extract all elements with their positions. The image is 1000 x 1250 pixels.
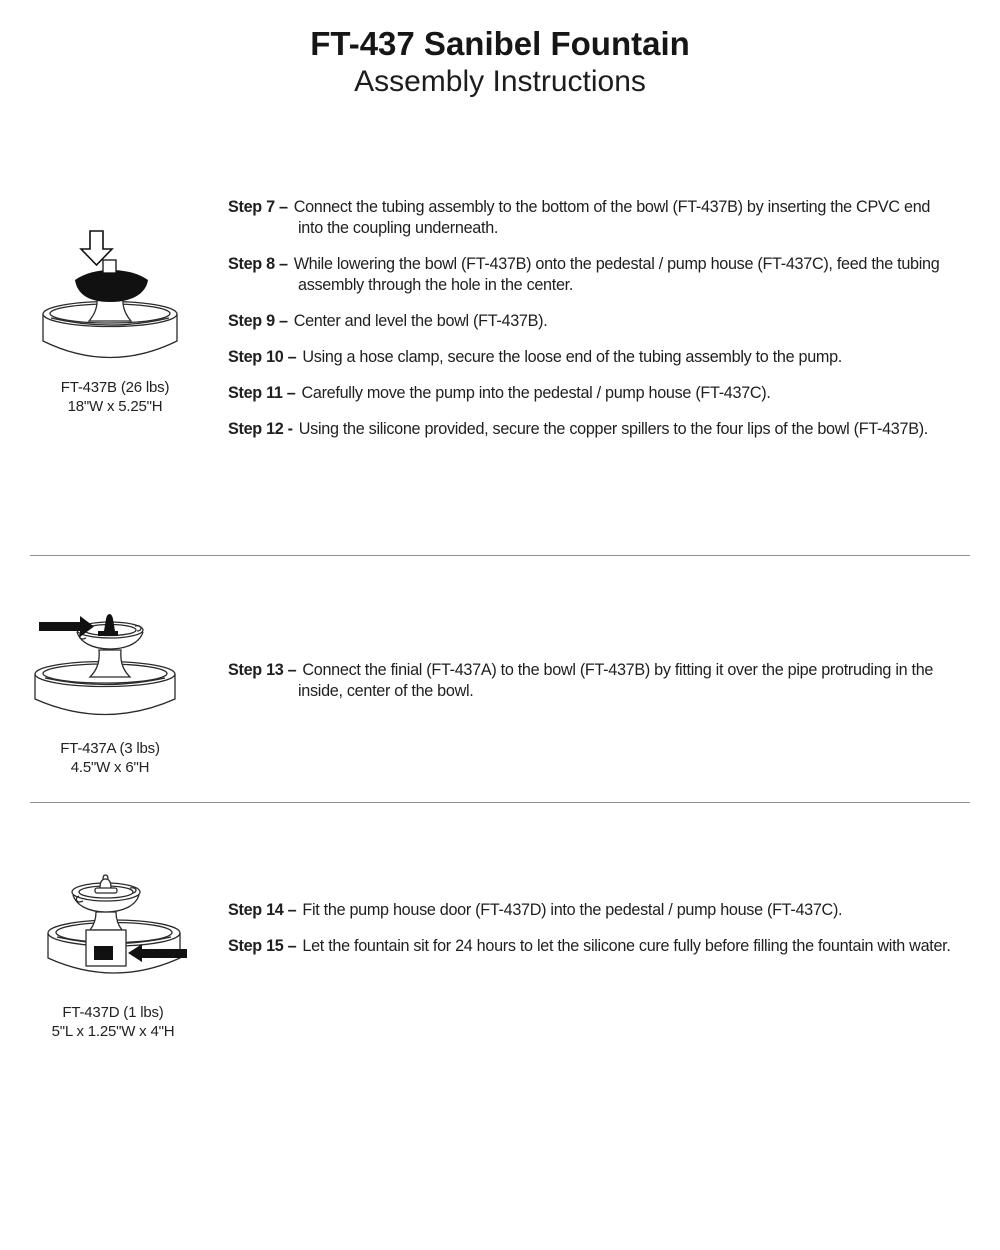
figure-label [25,739,195,777]
step-text: Let the fountain sit for 24 hours to let the silicone cure fully before filling the fountain with water. [302,937,951,955]
step-text: While lowering the bowl (FT-437B) onto the pedestal / pump house (FT-437C), feed the tubing assembly through the hole in the center. [293,255,940,294]
step-item [228,900,956,921]
step-text: Fit the pump house door (FT-437D) into the pedestal / pump house (FT-437C). [302,901,843,919]
fountain-door-diagram [35,866,191,990]
step-text: Connect the tubing assembly to the bottom of the bowl (FT-437B) by inserting the CPVC end into the coupling underneath. [293,198,931,237]
figure-label [30,378,200,416]
step-item [228,660,956,702]
page-title: FT-437 Sanibel Fountain [310,25,690,62]
step-label: Step 9 – [228,312,288,330]
figure-dimensions: 4.5"W x 6"H [70,759,150,776]
figure-pump-house-door [35,866,191,1041]
step-label: Step 7 – [228,198,288,216]
step-text: Carefully move the pump into the pedestal / pump house (FT-437C). [301,384,771,402]
step-item [228,383,956,404]
page-subtitle: Assembly Instructions [354,65,646,98]
step-label: Step 14 – [228,901,297,919]
steps-list-1 [228,197,956,455]
figure-part-number: FT-437A (3 lbs) [60,740,160,757]
figure-dimensions: 5"L x 1.25"W x 4"H [51,1023,175,1040]
figure-bowl [30,228,200,416]
step-item [228,936,956,957]
step-label: Step 11 – [228,384,296,402]
figure-label [35,1003,191,1041]
header [0,24,1000,100]
step-text: Connect the finial (FT-437A) to the bowl (FT-437B) by fitting it over the pipe protruding in the inside, center of the bowl. [298,661,934,700]
section-divider [30,555,970,556]
fountain-bowl-diagram [30,228,200,370]
step-text: Using the silicone provided, secure the copper spillers to the four lips of the bowl (FT-437B). [298,420,929,438]
figure-part-number: FT-437B (26 lbs) [60,379,170,396]
highlighted-bowl-shape [75,270,148,302]
steps-list-2 [228,660,956,717]
step-label: Step 13 – [228,661,297,679]
steps-list-3 [228,900,956,972]
step-item [228,311,956,332]
step-text: Using a hose clamp, secure the loose end of the tubing assembly to the pump. [302,348,842,366]
step-item [228,419,956,440]
section-divider [30,802,970,803]
step-item [228,254,956,296]
step-label: Step 8 – [228,255,288,273]
highlighted-door-shape [94,946,113,960]
figure-part-number: FT-437D (1 lbs) [62,1004,164,1021]
step-label: Step 12 - [228,420,293,438]
step-item [228,197,956,239]
figure-dimensions: 18"W x 5.25"H [67,398,163,415]
fountain-finial-diagram [25,606,195,728]
step-text: Center and level the bowl (FT-437B). [293,312,548,330]
step-item [228,347,956,368]
step-label: Step 10 – [228,348,297,366]
figure-finial [25,606,195,777]
step-label: Step 15 – [228,937,297,955]
pipe-nub-shape [103,260,116,273]
